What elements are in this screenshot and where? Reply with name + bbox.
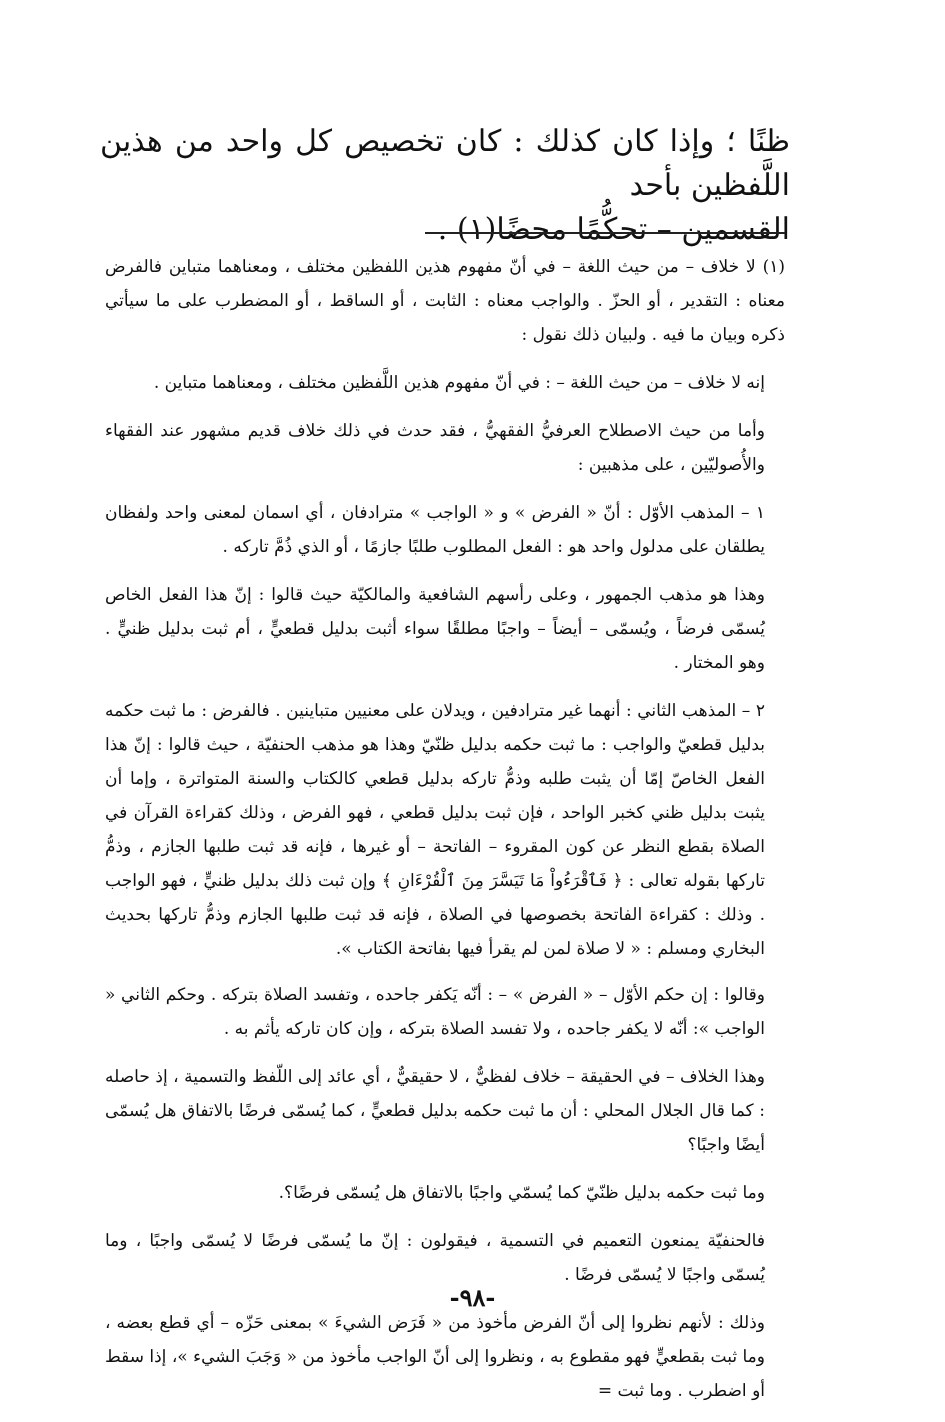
footnote-paragraph: ٢ – المذهب الثاني : أنهما غير مترادفين ، ويدلان على معنيين متباينين . فالفرض : ما ثبت حكمه بدليل قطعيّ والواجب : ما ثبت حكمه بدليل ظنّيّ وهذا هو مذهب الحنفيّة ، حيث قالوا : إنّ هذا الفعل الخاصّ إمّا أن يثبت طلبه وذمُّ تاركه بدليل قطعي كالكتاب والسنة المتواترة ، وإما أن يثبت بدليل ظني كخبر الواحد ، فإن ثبت بدليل قطعي ، فهو الفرض ، وذلك كقراءة القرآن في الصلاة بقطع النظر عن كون المقروء – الفاتحة – أو غيرها ، فإنه قد ثبت طلبها الجازم ، وذمُّ تاركها بقوله تعالى : ﴿ فَٱقْرَءُواْ مَا تَيَسَّرَ مِنَ ٱلْقُرْءَانِ ﴾ وإن ثبت ذلك بدليل ظنيٍّ ، فهو الواجب . وذلك : كقراءة الفاتحة بخصوصها في الصلاة ، فإنه قد ثبت طلبها الجازم وذمُّ تاركها بحديث البخاري ومسلم : « لا صلاة لمن لم يقرأ فيها بفاتحة الكتاب ».: [105, 701, 765, 959]
main-text-line-1: ظنًا ؛ وإذا كان كذلك : كان تخصيص كل واحد من هذين اللَّفظين بأحد: [100, 124, 790, 203]
footnote-paragraph: وقالوا : إن حكم الأوّل – « الفرض » – : أنّه يَكفر جاحده ، وتفسد الصلاة بتركه . وحكم الثاني « الواجب »: أنّه لا يكفر جاحده ، ولا تفسد الصلاة بتركه ، وإن كان تاركه يأثم به .: [105, 985, 765, 1039]
footnote-paragraph: وما ثبت حكمه بدليل ظنّيّ كما يُسمّي واجبًا بالاتفاق هل يُسمّى فرضًا؟.: [278, 1183, 765, 1203]
footnote-paragraph: وأما من حيث الاصطلاح العرفيُّ الفقهيُّ ، فقد حدث في ذلك خلاف قديم مشهور عند الفقهاء والأُصوليّين ، على مذهبين :: [105, 421, 765, 475]
footnotes: [105, 250, 785, 1422]
footnote-paragraph: (١) لا خلاف – من حيث اللغة – في أنّ مفهوم هذين اللفظين مختلف ، ومعناهما متباين فالفرض معناه : التقدير ، أو الحزّ . والواجب معناه : الثابت ، أو الساقط ، أو المضطرب على ما سيأتي ذكره وبيان ما فيه . ولبيان ذلك نقول :: [105, 257, 785, 345]
footnote-paragraph: وهذا هو مذهب الجمهور ، وعلى رأسهم الشافعية والمالكيّة حيث قالوا : إنّ هذا الفعل الخاص يُسمّى فرضاً ، ويُسمّى – أيضاً – واجبًا مطلقًا سواء أثبت بدليل قطعيٍّ ، أم ثبت بدليل ظنيٍّ . وهو المختار .: [105, 585, 765, 673]
footnote-paragraph: فالحنفيّة يمنعون التعميم في التسمية ، فيقولون : إنّ ما يُسمّى فرضًا لا يُسمّى واجبًا ، وما يُسمّى واجبًا لا يُسمّى فرضًا .: [105, 1231, 765, 1285]
footnote-paragraph: ١ – المذهب الأوّل : أنّ « الفرض » و « الواجب » مترادفان ، أي اسمان لمعنى واحد ولفظان يطلقان على مدلول واحد هو : الفعل المطلوب طلبًا جازمًا ، أو الذي ذُمَّ تاركه .: [105, 503, 765, 557]
footnote-paragraph: وهذا الخلاف – في الحقيقة – خلاف لفظيٌّ ، لا حقيقيٌّ ، أي عائد إلى اللّفظ والتسمية ، إذ حاصله : كما قال الجلال المحلي : أن ما ثبت حكمه بدليل قطعيٍّ ، كما يُسمّى فرضًا بالاتفاق هل يُسمّى أيضًا واجبًا؟: [105, 1067, 765, 1155]
footnote-paragraph: وذلك : لأنهم نظروا إلى أنّ الفرض مأخوذ من « فَرَض الشيءَ » بمعنى حَزّه – أي قطع بعضه ، وما ثبت بقطعيٍّ فهو مقطوع به ، ونظروا إلى أنّ الواجب مأخوذ من « وَجَبَ الشيء »، إذا سقط أو اضطرب . وما ثبت =: [105, 1313, 765, 1401]
footnote-separator: [425, 232, 785, 234]
main-text-line-2: القسمين – تحكُّمًا محضًا(١) .: [437, 212, 790, 247]
footnote-paragraph: إنه لا خلاف – من حيث اللغة – : في أنّ مفهوم هذين اللَّفظين مختلف ، ومعناهما متباين .: [153, 373, 765, 393]
page-number: -٩٨-: [449, 1283, 496, 1312]
